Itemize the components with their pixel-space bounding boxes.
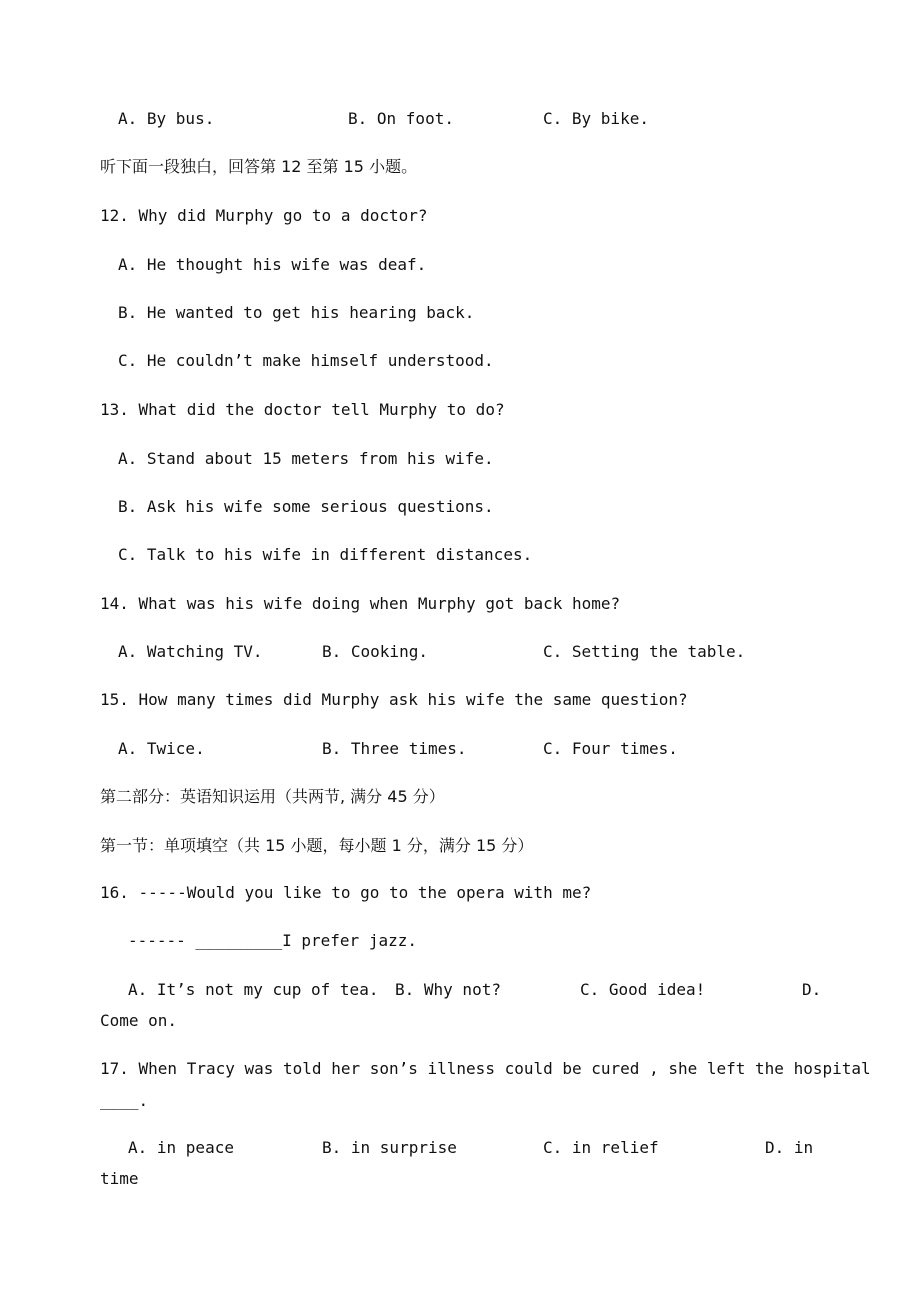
q11-option-c: C. By bike. (543, 109, 649, 128)
section-monologue-instruction: 听下面一段独白，回答第 12 至第 15 小题。 (100, 157, 418, 176)
q16-option-c: C. Good idea! (580, 980, 706, 999)
q13-option-b: B. Ask his wife some serious questions. (118, 497, 494, 516)
q12-option-a: A. He thought his wife was deaf. (118, 255, 427, 274)
q11-option-a: A. By bus. (118, 109, 215, 128)
q16-option-d: D. (802, 980, 822, 999)
q16-option-a: A. It’s not my cup of tea. (128, 980, 379, 999)
q17-blank: ____. (100, 1091, 149, 1110)
q17-option-a: A. in peace (128, 1138, 234, 1157)
q17-option-b: B. in surprise (322, 1138, 457, 1157)
q11-option-b: B. On foot. (348, 109, 454, 128)
q14-option-c: C. Setting the table. (543, 642, 746, 661)
q15-question: 15. How many times did Murphy ask his wife the same question? (100, 690, 688, 709)
part2-heading: 第二部分：英语知识运用（共两节, 满分 45 分） (100, 787, 445, 806)
q16-option-d-wrap: Come on. (100, 1011, 178, 1030)
q12-option-c: C. He couldn’t make himself understood. (118, 351, 494, 370)
q14-option-b: B. Cooking. (322, 642, 428, 661)
q12-question: 12. Why did Murphy go to a doctor? (100, 206, 428, 225)
q17-option-d: D. in (765, 1138, 814, 1157)
section1-heading: 第一节：单项填空（共 15 小题，每小题 1 分，满分 15 分） (100, 836, 534, 855)
q13-option-a: A. Stand about 15 meters from his wife. (118, 449, 494, 468)
q16-option-b: B. Why not? (395, 980, 501, 999)
q17-option-d-wrap: time (100, 1169, 139, 1188)
q12-option-b: B. He wanted to get his hearing back. (118, 303, 475, 322)
q17-question: 17. When Tracy was told her son’s illness could be cured , she left the hospital (100, 1059, 871, 1078)
q15-option-b: B. Three times. (322, 739, 467, 758)
q16-reply: ------ _________I prefer jazz. (128, 931, 417, 950)
q16-question: 16. -----Would you like to go to the opera with me? (100, 883, 592, 902)
q14-option-a: A. Watching TV. (118, 642, 263, 661)
q15-option-a: A. Twice. (118, 739, 205, 758)
q17-option-c: C. in relief (543, 1138, 659, 1157)
q13-option-c: C. Talk to his wife in different distances. (118, 545, 533, 564)
q15-option-c: C. Four times. (543, 739, 678, 758)
q14-question: 14. What was his wife doing when Murphy got back home? (100, 594, 621, 613)
q13-question: 13. What did the doctor tell Murphy to do? (100, 400, 505, 419)
